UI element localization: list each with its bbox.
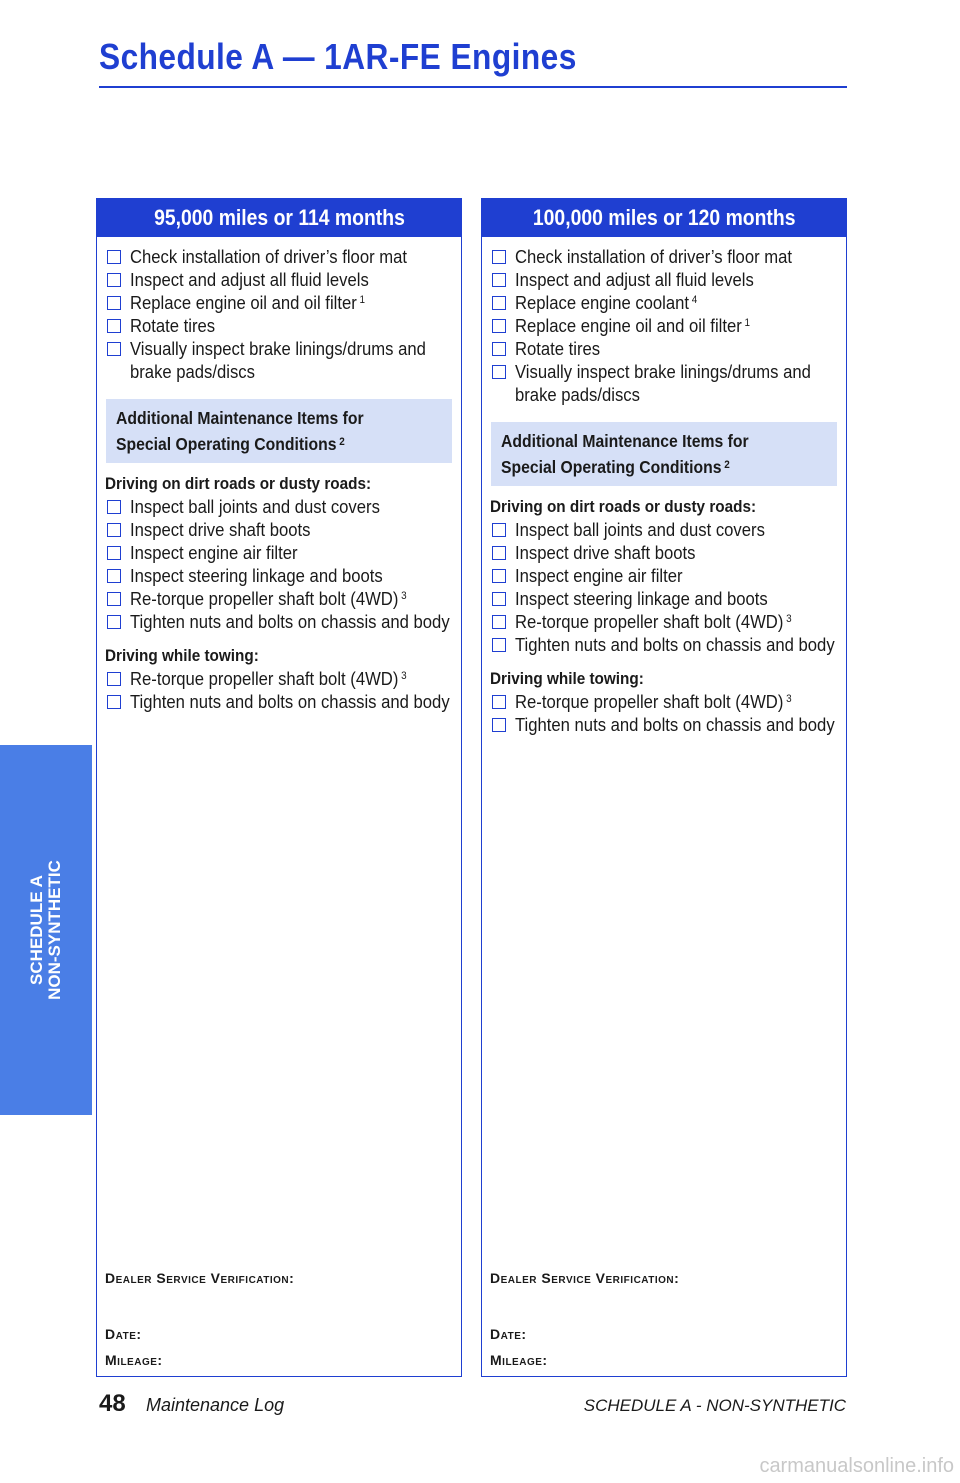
checklist-item-text: Re-torque propeller shaft bolt (4WD) $^3$ bbox=[130, 588, 407, 609]
checklist-item-text: Inspect ball joints and dust covers bbox=[130, 496, 380, 517]
footnote-ref: 3 bbox=[786, 693, 792, 705]
maintenance-interval-column bbox=[481, 198, 847, 1377]
dealer-verification bbox=[105, 1270, 445, 1368]
checklist-item-text: Re-torque propeller shaft bolt (4WD) $^3$ bbox=[515, 691, 792, 712]
side-tab-line-1: SCHEDULE A bbox=[27, 875, 46, 985]
footer-section-label: Maintenance Log bbox=[146, 1395, 285, 1415]
checklist-item bbox=[490, 564, 838, 587]
checklist-item bbox=[490, 337, 838, 360]
footnote-ref: 3 bbox=[401, 670, 407, 682]
checklist-item-text: Inspect engine air filter bbox=[130, 542, 298, 563]
checklist-item-text: Tighten nuts and bolts on chassis and body bbox=[130, 691, 450, 712]
checklist-item bbox=[490, 518, 838, 541]
checklist-item bbox=[105, 518, 453, 541]
standard-items-list bbox=[97, 237, 461, 383]
checklist-item bbox=[490, 690, 838, 713]
watermark: carmanualsonline.info bbox=[759, 1455, 954, 1477]
checkbox[interactable] bbox=[107, 250, 121, 264]
checklist-item-text: Check installation of driver’s floor mat bbox=[515, 246, 793, 267]
checklist-item bbox=[490, 713, 838, 736]
checkbox[interactable] bbox=[492, 296, 506, 310]
checkbox[interactable] bbox=[492, 365, 506, 379]
checklist-item bbox=[490, 268, 838, 291]
checklist-item bbox=[490, 610, 838, 633]
checklist-item-text: Visually inspect brake linings/drums and brake pads/discs bbox=[130, 338, 426, 382]
checklist-item bbox=[105, 268, 453, 291]
page-number: 48 bbox=[99, 1390, 126, 1417]
checkbox[interactable] bbox=[107, 695, 121, 709]
checkbox[interactable] bbox=[492, 250, 506, 264]
checklist-item-text: Inspect drive shaft boots bbox=[130, 519, 311, 540]
checklist-item-text: Replace engine oil and oil filter $^1$ bbox=[130, 292, 365, 313]
checklist-item-text: Tighten nuts and bolts on chassis and body bbox=[515, 634, 835, 655]
checkbox[interactable] bbox=[107, 319, 121, 333]
checklist-item-text: Inspect drive shaft boots bbox=[515, 542, 696, 563]
footnote-ref: 2 bbox=[339, 436, 345, 448]
checkbox[interactable] bbox=[492, 319, 506, 333]
title-divider bbox=[99, 86, 847, 88]
checkbox[interactable] bbox=[492, 273, 506, 287]
checklist-item-text: Replace engine coolant $^4$ bbox=[515, 292, 698, 313]
checklist-item bbox=[105, 314, 453, 337]
page-title: Schedule A — 1AR-FE Engines bbox=[99, 36, 577, 77]
footnote-ref: 1 bbox=[359, 294, 365, 306]
checklist-item-text: Inspect and adjust all fluid levels bbox=[130, 269, 369, 290]
checkbox[interactable] bbox=[107, 342, 121, 356]
side-tab-line-2: NON-SYNTHETIC bbox=[45, 860, 64, 1000]
footnote-ref: 3 bbox=[786, 613, 792, 625]
checklist-item bbox=[105, 291, 453, 314]
checklist-item bbox=[105, 690, 453, 713]
checkbox[interactable] bbox=[492, 718, 506, 732]
checklist-item-text: Inspect steering linkage and boots bbox=[130, 565, 383, 586]
checkbox[interactable] bbox=[492, 695, 506, 709]
additional-items-banner: Additional Maintenance Items for Special Operating Conditions $^2$ bbox=[491, 422, 837, 486]
checklist-item-text: Check installation of driver’s floor mat bbox=[130, 246, 408, 267]
checkbox[interactable] bbox=[107, 296, 121, 310]
date-label: Date: bbox=[105, 1326, 142, 1342]
checklist-item bbox=[105, 587, 453, 610]
checklist-item-text: Tighten nuts and bolts on chassis and body bbox=[515, 714, 835, 735]
checklist-item-text: Visually inspect brake linings/drums and brake pads/discs bbox=[515, 361, 811, 405]
checkbox[interactable] bbox=[492, 638, 506, 652]
footer-schedule-label: SCHEDULE A - NON-SYNTHETIC bbox=[583, 1396, 846, 1415]
checkbox[interactable] bbox=[107, 615, 121, 629]
checklist-item bbox=[490, 587, 838, 610]
dirt-roads-items bbox=[97, 495, 461, 633]
checklist-item-text: Rotate tires bbox=[130, 315, 216, 336]
dirt-roads-items bbox=[482, 518, 846, 656]
checklist-item bbox=[105, 245, 453, 268]
footnote-ref: 4 bbox=[691, 294, 698, 306]
checklist-item bbox=[105, 610, 453, 633]
checklist-item bbox=[105, 564, 453, 587]
checklist-item-text: Rotate tires bbox=[515, 338, 601, 359]
checklist-item bbox=[105, 495, 453, 518]
checkbox[interactable] bbox=[492, 615, 506, 629]
section-side-tab bbox=[0, 745, 92, 1115]
side-tab-label bbox=[28, 860, 64, 1000]
additional-items-banner: Additional Maintenance Items for Special Operating Conditions $^2$ bbox=[106, 399, 452, 463]
checkbox[interactable] bbox=[492, 569, 506, 583]
mileage-label: Mileage: bbox=[490, 1352, 548, 1368]
checklist-item bbox=[490, 360, 838, 406]
dirt-roads-heading: Driving on dirt roads or dusty roads: bbox=[490, 497, 757, 516]
dealer-verification bbox=[490, 1270, 830, 1368]
checkbox[interactable] bbox=[107, 546, 121, 560]
checklist-item bbox=[105, 667, 453, 690]
checklist-item bbox=[105, 337, 453, 383]
checklist-item-text: Inspect steering linkage and boots bbox=[515, 588, 768, 609]
maintenance-interval-column bbox=[96, 198, 462, 1377]
checkbox[interactable] bbox=[492, 342, 506, 356]
towing-heading: Driving while towing: bbox=[105, 646, 259, 665]
checkbox[interactable] bbox=[107, 569, 121, 583]
checkbox[interactable] bbox=[107, 523, 121, 537]
checkbox[interactable] bbox=[107, 500, 121, 514]
checklist-item-text: Inspect engine air filter bbox=[515, 565, 683, 586]
checkbox[interactable] bbox=[492, 546, 506, 560]
date-label: Date: bbox=[490, 1326, 527, 1342]
checklist-item bbox=[490, 291, 838, 314]
checklist-item-text: Inspect and adjust all fluid levels bbox=[515, 269, 754, 290]
towing-items bbox=[97, 667, 461, 713]
checkbox[interactable] bbox=[107, 592, 121, 606]
dealer-verification-label: Dealer Service Verification: bbox=[490, 1270, 680, 1286]
towing-items bbox=[482, 690, 846, 736]
checkbox[interactable] bbox=[492, 592, 506, 606]
checklist-item-text: Re-torque propeller shaft bolt (4WD) $^3$ bbox=[130, 668, 407, 689]
mileage-label: Mileage: bbox=[105, 1352, 163, 1368]
checkbox[interactable] bbox=[107, 672, 121, 686]
towing-heading: Driving while towing: bbox=[490, 669, 644, 688]
standard-items-list bbox=[482, 237, 846, 406]
footnote-ref: 3 bbox=[401, 590, 407, 602]
footnote-ref: 1 bbox=[744, 317, 750, 329]
checklist-item bbox=[490, 541, 838, 564]
checklist-item bbox=[490, 245, 838, 268]
checkbox[interactable] bbox=[492, 523, 506, 537]
footnote-ref: 2 bbox=[724, 459, 730, 471]
checklist-item-text: Tighten nuts and bolts on chassis and body bbox=[130, 611, 450, 632]
interval-header: 100,000 miles or 120 months bbox=[482, 199, 846, 237]
checklist-item bbox=[105, 541, 453, 564]
checklist-item bbox=[490, 633, 838, 656]
interval-header: 95,000 miles or 114 months bbox=[97, 199, 461, 237]
checklist-item-text: Re-torque propeller shaft bolt (4WD) $^3$ bbox=[515, 611, 792, 632]
checklist-item-text: Replace engine oil and oil filter $^1$ bbox=[515, 315, 750, 336]
dirt-roads-heading: Driving on dirt roads or dusty roads: bbox=[105, 474, 372, 493]
checklist-item bbox=[490, 314, 838, 337]
checkbox[interactable] bbox=[107, 273, 121, 287]
dealer-verification-label: Dealer Service Verification: bbox=[105, 1270, 295, 1286]
checklist-item-text: Inspect ball joints and dust covers bbox=[515, 519, 765, 540]
